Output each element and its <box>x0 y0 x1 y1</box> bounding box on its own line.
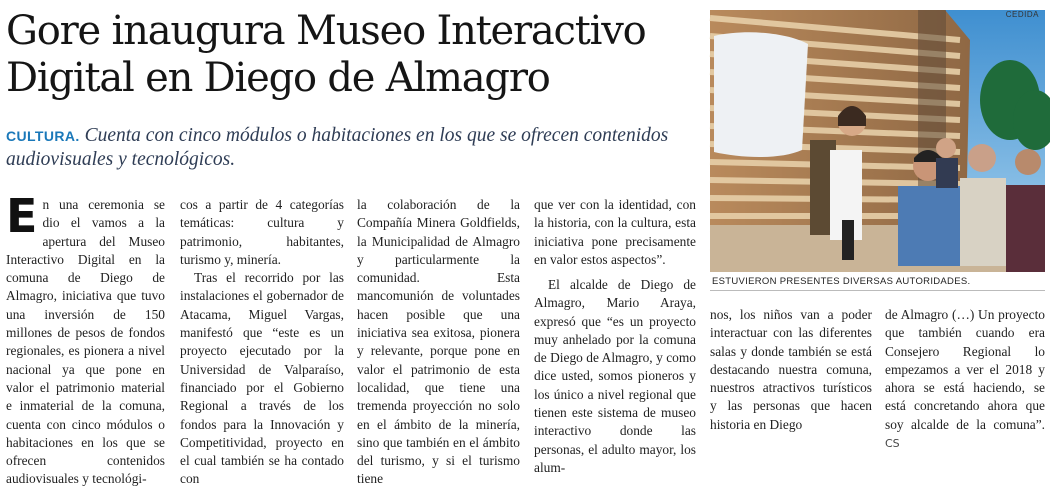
column-5-text: nos, los niños van a poder interactuar con las diferentes salas y donde también se está destacando nuestra comuna, nuestros atractivos turísticos y las personas que hacen historia en Diego <box>710 307 872 432</box>
body-column-5 <box>710 306 872 432</box>
photo-illustration <box>710 10 1045 272</box>
body-column-1 <box>6 189 165 487</box>
body-column-4-top <box>534 196 696 274</box>
body-column-6 <box>885 306 1045 451</box>
column-3-text: la colaboración de la Compañía Minera Goldfields, la Municipalidad de Almagro y particularmente la comunidad. Esta mancomunión de voluntades hacen posible que una iniciativa sea exitosa, pionera y relevante, porque pone en valor el patrimonio de esta localidad, que tiene una tremenda proyección no solo en el ámbito de la minería, sino que también en el ámbito del turismo, y si el turismo tiene <box>357 197 520 487</box>
column-4-paragraph-1: que ver con la identidad, con la historia, con la cultura, esta iniciativa pone precisamente en valor estos aspectos”. <box>534 197 696 267</box>
caption-divider <box>710 290 1045 291</box>
photo-caption: ESTUVIERON PRESENTES DIVERSAS AUTORIDADES. <box>712 276 971 287</box>
bajada-text: Cuenta con cinco módulos o habitaciones en los que se ofrecen contenidos audiovisuales y tecnológicos. <box>6 125 669 170</box>
column-4-paragraph-2: El alcalde de Diego de Almagro, Mario Araya, expresó que “es un proyecto muy anhelado por la comuna de Diego de Almagro, y como dice usted, somos pioneros y los único a nivel regional que tienen este sistema de museo interactivo donde las personas, el adulto mayor, los alum- <box>534 277 696 475</box>
drop-cap: E <box>6 189 38 243</box>
column-6-text: de Almagro (…) Un proyecto que también cuando era Consejero Regional lo empezamos a ver el 2018 y ahora se está haciendo, se está concretando ahora que soy alcalde de la comuna”. <box>885 307 1045 432</box>
column-2-paragraph-1: cos a partir de 4 categorías temáticas: cultura y patrimonio, habitantes, turismo y, minería. <box>180 197 344 267</box>
section-label: CULTURA. <box>6 128 80 144</box>
photo-credit: CEDIDA <box>1005 10 1039 19</box>
column-2-paragraph-2: Tras el recorrido por las instalaciones el gobernador de Atacama, Miguel Vargas, manifestó que “este es un proyecto ejecutado por la Universidad de Valparaíso, financiado por el Gobierno Regional a través de los fondos para la Innovación y Competitividad, proyecto en el cual también se ha contado con <box>180 270 344 487</box>
body-column-2 <box>180 196 344 487</box>
news-photo <box>710 10 1045 272</box>
headline: Gore inaugura Museo Interactivo Digital en Diego de Almagro <box>6 8 646 101</box>
bajada <box>6 124 696 172</box>
body-column-4-bottom <box>534 276 696 475</box>
author-initials: CS <box>885 437 900 451</box>
column-1-text: n una ceremonia se dio el vamos a la apertura del Museo Interactivo Digital en la comuna de Diego de Almagro, iniciativa que tuvo una inversión de 150 millones de pesos de fondos regionales, es pionera a nivel nacional ya que pone en valor el patrimonio material e inmaterial de la comuna, cuenta con cinco módulos o habitaciones en los que se ofrecen contenidos audiovisuales y tecnológi- <box>6 197 165 487</box>
body-column-3 <box>357 196 520 487</box>
